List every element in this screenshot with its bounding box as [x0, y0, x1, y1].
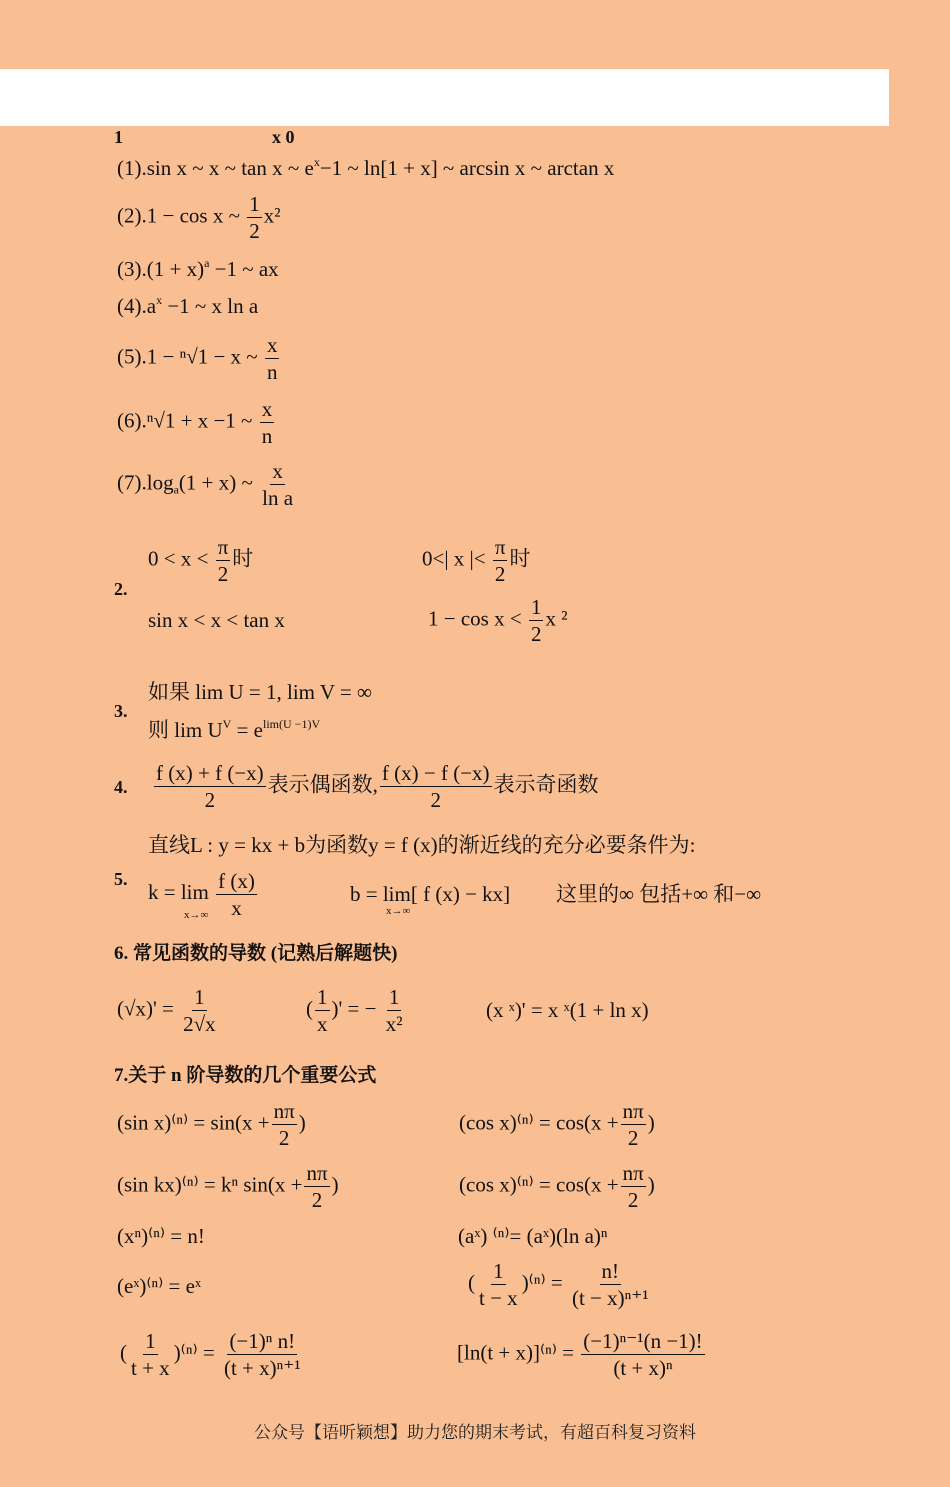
- section3-number: 3.: [114, 701, 128, 721]
- header-band: [0, 69, 889, 126]
- ineq-left: sin x < x < tan x: [148, 608, 285, 632]
- equiv-3: $(3).(1 + x)^a -1$ ~ ax: [117, 256, 279, 281]
- section7-title: 7.关于 n 阶导数的几个重要公式: [114, 1065, 377, 1086]
- nth-deriv-cos: (cos x)⁽ⁿ⁾ = cos(x + $\frac{n\pi}{2}$ ): [459, 1099, 655, 1151]
- section2-number: 2.: [114, 579, 128, 599]
- asymptote-k: k = lim x→∞ $\frac{f (x)}{x}$: [148, 869, 255, 922]
- nth-deriv-reciprocal-plus: ( $\frac{1}{t + x}$ )⁽ⁿ⁾ = $\frac{\text{(−1)ⁿ n!}}{\text{(t + x)ⁿ⁺¹}}$: [120, 1329, 301, 1381]
- nth-deriv-sin-kx: (sin kx)⁽ⁿ⁾ = kⁿ sin(x + $\frac{n\pi}{2}$ ): [117, 1161, 339, 1213]
- equiv-2: (2).1 − cos x ~ $\frac{1}{2}$ x²: [117, 192, 281, 244]
- infinity-note: 这里的∞ 包括+∞ 和−∞: [556, 882, 762, 906]
- section1-number: 1: [114, 127, 123, 147]
- derivative-reciprocal: ( $\frac{1}{x}$ )' = − $\frac{1}{\text{x²}}$: [306, 985, 403, 1037]
- section1-condition: x 0: [272, 127, 295, 147]
- nth-deriv-ex: (eˣ)⁽ⁿ⁾ = eˣ: [117, 1274, 202, 1298]
- section5-number: 5.: [114, 869, 128, 889]
- equiv-5: (5).1 − ⁿ√1 − x ~ $\frac{x}{n}$: [117, 333, 278, 385]
- nth-deriv-sin: (sin x)⁽ⁿ⁾ = sin(x + $\frac{n\pi}{2}$ ): [117, 1099, 306, 1151]
- nth-deriv-xn: (xⁿ)⁽ⁿ⁾ = n!: [117, 1224, 205, 1248]
- nth-deriv-reciprocal-minus: ( $\frac{1}{t - x}$ )⁽ⁿ⁾ = $\frac{n!}{\text{(t − x)ⁿ⁺¹}}$: [468, 1259, 649, 1311]
- equiv-1: (1).sin x ~ x ~ tan x ~ $e^x-1$ ~ ln[1 + x] ~ arcsin x ~ arctan x: [117, 155, 615, 180]
- limit-result: 则 $\lim U^V = e^{lim(U -1)V}$: [148, 717, 321, 742]
- equiv-7: $(7).\log_a(1 + x)$ ~ $\frac{x}{\text{ln a}}$: [117, 459, 294, 511]
- ineq-right: 1 − cos x < $\frac{1}{2}$ x ²: [428, 595, 568, 647]
- asymptote-condition: 直线L : y = kx + b为函数y = f (x)的渐近线的充分必要条件为:: [148, 833, 696, 857]
- section6-title: 6. 常见函数的导数 (记熟后解题快): [114, 943, 398, 964]
- derivative-x-power-x: (x ˣ)' = x ˣ(1 + ln x): [486, 998, 649, 1022]
- nth-deriv-ax: (aˣ) ⁽ⁿ⁾= (aˣ)(ln a)ⁿ: [458, 1224, 608, 1248]
- footer-note: 公众号【语听颖想】助力您的期末考试，有超百科复习资料: [254, 1423, 696, 1443]
- asymptote-b: b = lim[ f (x) − kx] x→∞: [350, 882, 511, 917]
- section4-number: 4.: [114, 777, 128, 797]
- derivative-sqrt: (√x)' = $\frac{1}{2√x}$: [117, 985, 216, 1037]
- equiv-4: $(4).a^x -1$ ~ x ln a: [117, 293, 259, 318]
- ineq-cond-left: 0 < x < $\frac{\pi}{2}$ 时: [148, 535, 254, 587]
- ineq-cond-right: 0<| x |< $\frac{\pi}{2}$ 时: [422, 535, 531, 587]
- equiv-6: (6).ⁿ√1 + x −1 ~ $\frac{x}{n}$: [117, 397, 273, 449]
- limit-condition: 如果 lim U = 1, lim V = ∞: [148, 680, 372, 704]
- even-odd-functions: $\frac{f (x) + f (-x)}{2}$ 表示偶函数, $\frac{f (x) - f (-x)}{2}$ 表示奇函数: [156, 761, 599, 813]
- nth-deriv-ln: [ln(t + x)]⁽ⁿ⁾ = $\frac{\text{(−1)ⁿ⁻¹(n −1)!}}{\text{(t + x)ⁿ}}$: [457, 1329, 703, 1381]
- nth-deriv-cos-2: (cos x)⁽ⁿ⁾ = cos(x + $\frac{n\pi}{2}$ ): [459, 1161, 655, 1213]
